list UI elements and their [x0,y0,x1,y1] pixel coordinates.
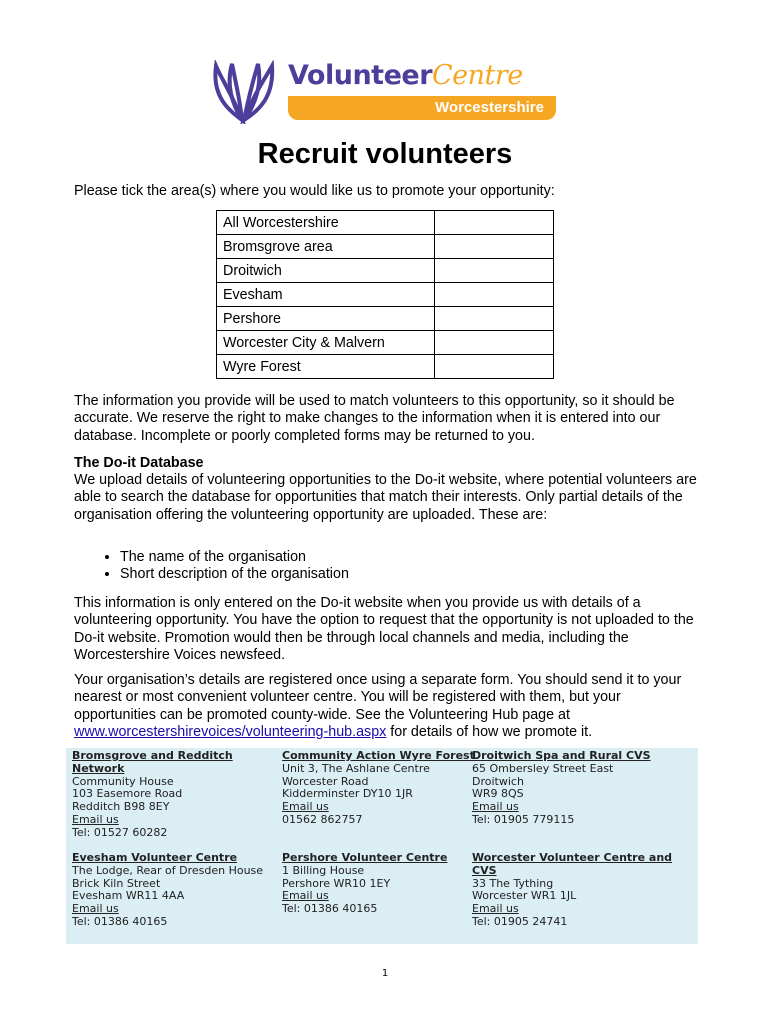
centre-address-line: Worcester Road [282,774,369,788]
centre-address-line: 65 Ombersley Street East [472,761,614,775]
centre-worcester [472,852,682,929]
centre-name: Droitwich Spa and Rural CVS [472,749,651,762]
area-name: Wyre Forest [217,355,435,379]
table-row [217,211,554,235]
area-name: Worcester City & Malvern [217,331,435,355]
email-link[interactable]: Email us [282,889,329,903]
centre-address-line: 33 The Tything [472,876,554,890]
email-link[interactable]: Email us [72,902,119,916]
area-tick-box[interactable] [435,235,554,259]
area-name: Bromsgrove area [217,235,435,259]
doit-heading: The Do-it Database [74,455,204,471]
doit-paragraph: We upload details of volunteering opportunities to the Do-it website, where potential volunteers are able to search the database for opportunities that match their interests. Only partial details of the organisation offering the volunteering opportunity are uploaded. These are: [74,472,697,523]
table-row [217,355,554,379]
centre-address-line: The Lodge, Rear of Dresden House [72,863,264,877]
intro-text: Please tick the area(s) where you would like us to promote your opportunity: [74,183,555,199]
area-tick-box[interactable] [435,283,554,307]
centre-address-line: Droitwich [472,774,524,788]
logo-title: Volunteer Centre [288,60,432,91]
page-number: 1 [381,968,389,979]
centre-phone: Tel: 01386 40165 [72,914,168,928]
area-tick-box[interactable] [435,331,554,355]
centre-address-line: Community House [72,774,174,788]
volunteering-hub-link[interactable]: www.worcestershirevoices/volunteering-hub.aspx [74,723,387,740]
centre-phone: 01562 862757 [282,812,363,826]
area-name: Evesham [217,283,435,307]
centre-address-line: Unit 3, The Ashlane Centre [282,761,430,775]
volunteer-centre-logo [208,60,558,124]
table-row [217,331,554,355]
centre-name: Bromsgrove and Redditch Network [72,749,233,775]
centre-droitwich [472,750,682,827]
logo-title-accent: Centre [432,60,523,91]
email-link[interactable]: Email us [472,902,519,916]
centre-phone: Tel: 01386 40165 [282,902,378,916]
area-tick-box[interactable] [435,307,554,331]
page-title: Recruit volunteers [257,138,513,170]
centre-bromsgrove-redditch [72,750,282,840]
centre-address-line: WR9 8QS [472,787,524,801]
table-row [217,283,554,307]
area-name: Droitwich [217,259,435,283]
area-tick-box[interactable] [435,259,554,283]
area-tick-box[interactable] [435,355,554,379]
centre-name: Evesham Volunteer Centre [72,851,238,864]
accuracy-paragraph: The information you provide will be used to match volunteers to this opportunity, so it should be accurate. We reserve the right to make changes to the information when it is entered into our database. Incomplete or poorly completed forms may be returned to you. [74,393,675,444]
area-name: Pershore [217,307,435,331]
centre-address-line: Pershore WR10 1EY [282,876,391,890]
centre-wyre-forest [282,750,492,827]
registration-text-end: for details of how we promote it. [386,723,593,740]
table-row [217,259,554,283]
area-name: All Worcestershire [217,211,435,235]
centre-address-line: Worcester WR1 1JL [472,889,577,903]
centre-phone: Tel: 01905 779115 [472,812,575,826]
centre-name: Community Action Wyre Forest [282,749,475,762]
centre-phone: Tel: 01527 60282 [72,825,168,839]
email-link[interactable]: Email us [282,800,329,814]
areas-table [216,210,554,379]
centre-address-line: Brick Kiln Street [72,876,161,890]
list-item: • Short description of the organisation [120,566,349,583]
table-row [217,307,554,331]
centre-name: Worcester Volunteer Centre and CVS [472,851,673,877]
logo-badge [288,96,556,120]
centre-name: Pershore Volunteer Centre [282,851,448,864]
centre-phone: Tel: 01905 24741 [472,914,568,928]
butterfly-logo-icon [208,60,280,124]
area-tick-box[interactable] [435,211,554,235]
centre-address-line: Evesham WR11 4AA [72,889,185,903]
registration-text: Your organisation’s details are registered once using a separate form. You should send it to your nearest or most convenient volunteer centre. You will be registered with them, but your opportunities can be promoted county-wide. See the Volunteering Hub page at [74,672,682,723]
email-link[interactable]: Email us [472,800,519,814]
logo-subtitle: Worcestershire [435,99,544,116]
volunteer-centres-panel [66,748,698,944]
centre-pershore [282,852,492,916]
registration-paragraph [74,672,704,741]
centre-address-line: 1 Billing House [282,863,365,877]
centre-address-line: Redditch B98 8EY [72,800,170,814]
doit-info-paragraph: This information is only entered on the Do-it website when you provide us with details of a volunteering opportunity. You have the option to request that the opportunity is not uploaded to the Do-it website. Promotion would then be through local channels and media, including the Worcestershire Voices newsfeed. [74,595,694,663]
centre-address-line: Kidderminster DY10 1JR [282,787,413,801]
centre-evesham [72,852,280,929]
list-item: • The name of the organisation [120,549,349,566]
table-row [217,235,554,259]
centre-address-line: 103 Easemore Road [72,787,183,801]
doit-details-list [74,549,349,584]
email-link[interactable]: Email us [72,812,119,826]
